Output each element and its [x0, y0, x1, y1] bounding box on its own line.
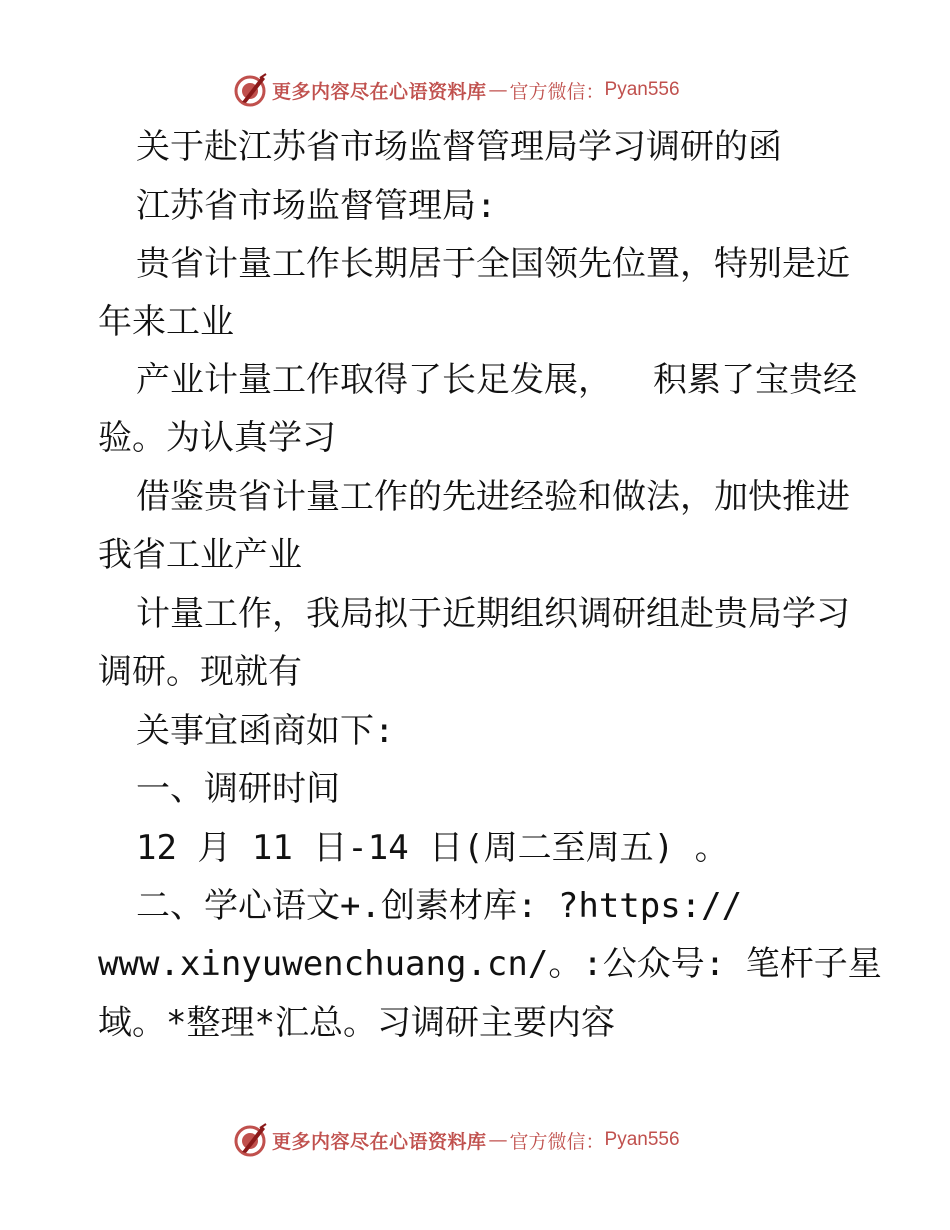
- watermark-wechat-id: Pyan556: [604, 79, 680, 100]
- paragraph-line: www.xinyuwenchuang.cn/。:公众号: 笔杆子星: [98, 944, 882, 984]
- watermark-text: 更多内容尽在心语资料库: [272, 1130, 487, 1153]
- paragraph-line: 借鉴贵省计量工作的先进经验和做法，加快推进: [136, 477, 850, 517]
- quill-seal-icon: [232, 72, 268, 108]
- watermark-separator: —: [488, 79, 508, 101]
- paragraph-line: 年来工业: [98, 302, 234, 342]
- watermark-wechat-label: 官方微信：: [509, 1130, 605, 1153]
- paragraph-line: 域。*整理*汇总。习调研主要内容: [98, 1003, 615, 1043]
- paragraph-line: 我省工业产业: [98, 535, 302, 575]
- watermark-text: 更多内容尽在心语资料库: [272, 80, 487, 103]
- quill-seal-icon: [232, 1122, 268, 1158]
- paragraph-line: 关事宜函商如下:: [136, 711, 395, 751]
- paragraph-line: 验。为认真学习: [98, 418, 336, 458]
- paragraph-line: 12 月 11 日-14 日(周二至周五) 。: [136, 828, 729, 868]
- paragraph-line: 贵省计量工作长期居于全国领先位置，特别是近: [136, 244, 850, 284]
- watermark-wechat-id: Pyan556: [604, 1129, 680, 1150]
- footer-watermark: [232, 1120, 680, 1160]
- paragraph-line: 产业计量工作取得了长足发展， 积累了宝贵经: [136, 360, 857, 400]
- section-heading: 一、调研时间: [136, 769, 340, 809]
- header-watermark: [232, 70, 680, 110]
- paragraph-line: 调研。现就有: [98, 652, 302, 692]
- watermark-separator: —: [488, 1129, 508, 1151]
- document-salutation: 江苏省市场监督管理局:: [136, 186, 497, 226]
- document-title: 关于赴江苏省市场监督管理局学习调研的函: [136, 127, 782, 167]
- paragraph-line: 计量工作，我局拟于近期组织调研组赴贵局学习: [136, 594, 850, 634]
- watermark-wechat-label: 官方微信：: [509, 80, 605, 103]
- section-heading: 二、学心语文+.创素材库: ?https://: [136, 886, 743, 926]
